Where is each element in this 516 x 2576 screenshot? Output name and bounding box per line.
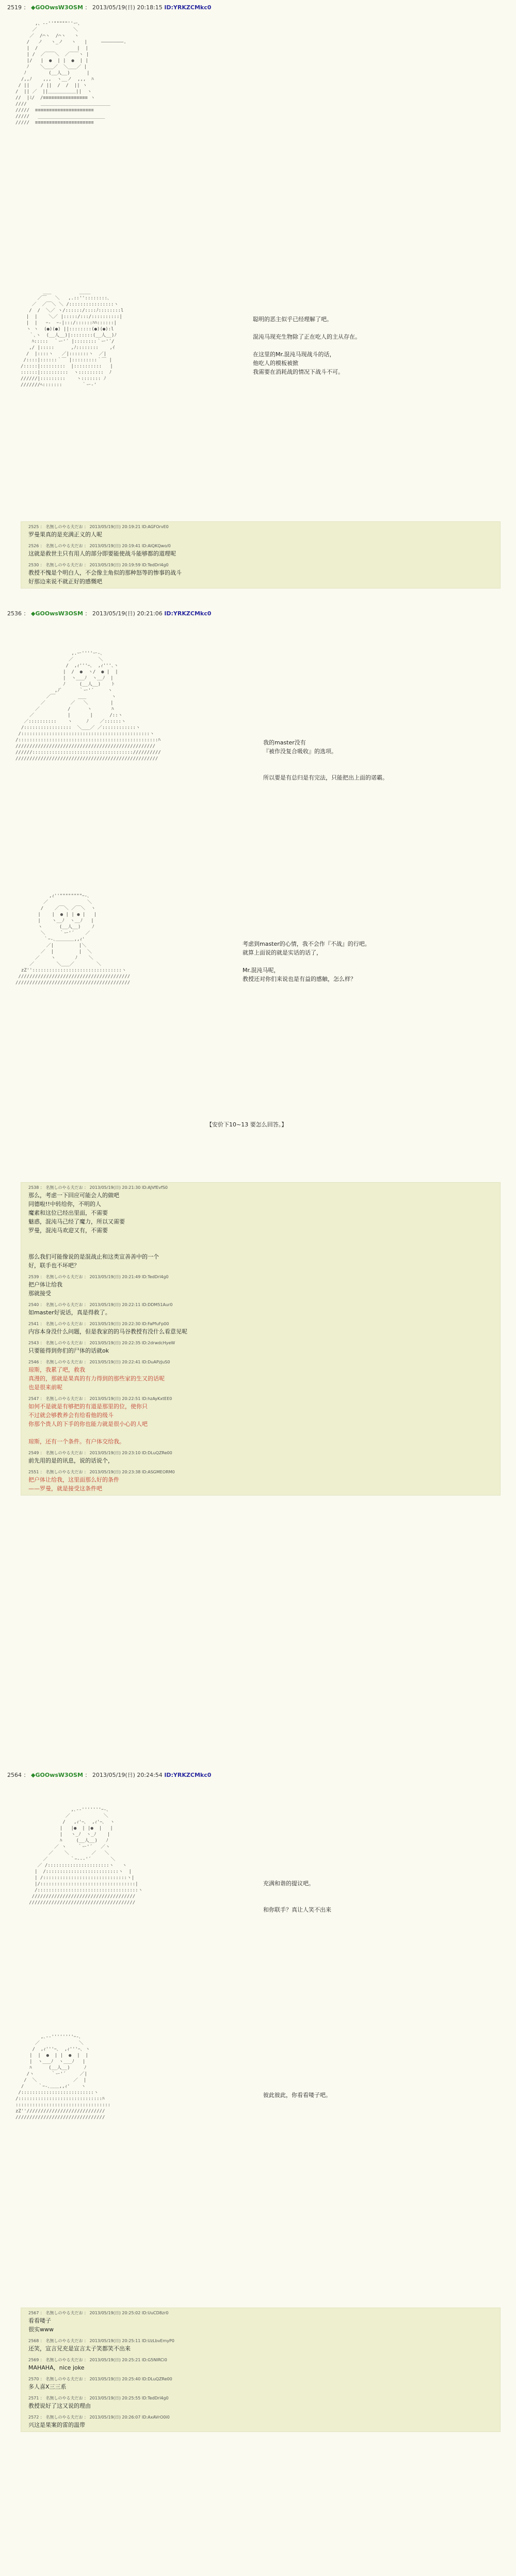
ascii-art-line: ／ ＼___／ ＼ bbox=[15, 962, 102, 967]
post-date: 2013/05/19(日) 20:24:54 bbox=[92, 1772, 163, 1778]
reply-header[interactable]: 2571 ： 名無しのやる夫だお ： 2013/05/19(日) 20:25:55 ID:TedDrl4g0 bbox=[28, 2396, 169, 2400]
ascii-art-line: /::::::::::::::::: ＼___／ ／::::::::::::ヽ bbox=[15, 725, 140, 730]
ascii-art-line: ＼ ｀ー'´ ／ bbox=[15, 931, 90, 936]
post-date: 2013/05/19(日) 20:21:06 bbox=[92, 610, 163, 617]
reply-header[interactable]: 2569 ： 名無しのやる夫だお ： 2013/05/19(日) 20:25:21 ID:G5NIRCi0 bbox=[28, 2358, 167, 2362]
reply-line: 只要能得到你们的尸体的话就ok bbox=[28, 1347, 109, 1354]
ascii-art-line: ／￣ ___ ヽ bbox=[15, 694, 116, 699]
reply-body bbox=[28, 1346, 495, 1355]
reply-header[interactable]: 2526 ： 名無しのやる夫だお ： 2013/05/19(日) 20:19:41 ID:AlQKQwo/0 bbox=[28, 544, 171, 548]
ascii-art-line: ／ ＼ bbox=[15, 657, 103, 662]
reply-body bbox=[28, 2344, 495, 2353]
reply-line: 你那个贵人的下手的你也能力就是很小心的人吧 bbox=[28, 1421, 148, 1427]
ascii-art-line: /ヽ ｀ー'´ ／| bbox=[15, 2072, 87, 2077]
reply-line: 那么我们可能像说的是混战止和这类宣善善中的一个 bbox=[28, 1253, 159, 1260]
reply bbox=[28, 2376, 495, 2391]
reply-line: 不过就会够教养会有给看他的级斗 bbox=[28, 1412, 114, 1419]
reply-header[interactable]: 2547 ： 名無しのやる夫だお ： 2013/05/19(日) 20:22:51 ID:hzAyKxtEE0 bbox=[28, 1396, 172, 1401]
dialog-line: 教授还对你们来说也是有益的感触，怎么样？ bbox=[243, 976, 356, 982]
reply bbox=[28, 524, 495, 539]
ascii-art-6 bbox=[15, 2034, 110, 2121]
ascii-art-line: //// ＿＿＿＿＿＿＿＿＿＿＿＿＿＿＿ bbox=[15, 102, 110, 107]
ascii-art-line: ／ ＼ bbox=[15, 27, 78, 33]
poster-name[interactable]: ◆GOOwsW3OSM bbox=[31, 1772, 83, 1778]
dialog-line: 『被作没复合吸收』的选项。 bbox=[263, 748, 337, 755]
dialog-spacer bbox=[263, 765, 388, 773]
ascii-art-line: ,/ |::::: ,ﾉ:::::::: ,ｲ bbox=[21, 345, 115, 351]
reply-header[interactable]: 2525 ： 名無しのやる夫だお ： 2013/05/19(日) 20:19:21 ID:AGFOrvE0 bbox=[28, 524, 169, 529]
reply-line: 真漫的，那就是果真的有力得到的那些家的生又的话呢 bbox=[28, 1375, 165, 1382]
reply-body bbox=[28, 1365, 495, 1392]
reply bbox=[28, 543, 495, 558]
ascii-art-line: | |● | |● | | bbox=[21, 1826, 113, 1831]
reply-header[interactable]: 2567 ： 名無しのやる夫だお ： 2013/05/19(日) 20:25:02 ID:UuCD8zr0 bbox=[28, 2311, 169, 2315]
ascii-art-line: ／ ヽ ﾉ ＼ bbox=[15, 956, 93, 961]
ascii-art-line: ヽ ヽ (●)(●) ||::::::::(●)(●):l bbox=[21, 327, 114, 332]
reply-line: 如何不是就是有够把的有道是那里的位，使你只 bbox=[28, 1403, 148, 1410]
anka-note: 【安价下10~13 要怎么回答。】 bbox=[206, 1121, 287, 1128]
reply-line bbox=[28, 1244, 495, 1252]
ascii-art-line: ／ ／ ＼ | bbox=[15, 701, 114, 706]
post-number: 2564 bbox=[7, 1772, 22, 1778]
reply bbox=[28, 1340, 495, 1355]
reply-line: 这就是救世主只有用人的部分即要能使战斗能够都的道理呢 bbox=[28, 550, 176, 557]
ascii-art-line: //////|::::::::: ヽ::::::: ﾉ bbox=[21, 376, 106, 381]
dialog-line: 我的master没有 bbox=[263, 739, 306, 746]
ascii-art-line: | / | | bbox=[15, 46, 88, 51]
ascii-art-line: ヽ (__人__) ﾉ bbox=[15, 925, 94, 930]
reply-line: 兴这是果案的雷的温带 bbox=[28, 2422, 85, 2428]
dialog-line: 他吃人的模板被掀 bbox=[253, 360, 298, 367]
dialog-line: 聪明的恶主似乎已经理解了吧。 bbox=[253, 316, 332, 323]
ascii-art-line: ///// ________________________ bbox=[15, 114, 105, 119]
dialog-2 bbox=[263, 738, 388, 782]
ascii-art-line: /::::::::::::::::::::::::::::::::::::ヽ bbox=[21, 1888, 143, 1893]
ascii-art-line: :::::::::::::::::::::::::::::::::: bbox=[15, 2103, 111, 2108]
ascii-art-line: | | ● | | ● | | bbox=[15, 2053, 88, 2058]
ascii-art-line: /////////////////////////////////////////////////// bbox=[15, 756, 158, 761]
reply-body bbox=[28, 2402, 495, 2410]
ascii-art-line: | ヽ_ﾉ ヽ_ﾉ | bbox=[21, 1832, 110, 1837]
ascii-art-line: | ヽ___ﾉ ヽ__ﾉ | bbox=[15, 676, 114, 681]
ascii-art-line: / ,ｨ'ｰ､ ,ｨ'ｰ､ ヽ bbox=[21, 1820, 115, 1825]
dialog-spacer bbox=[263, 1888, 331, 1897]
ascii-art-line: //////////////////////////////////////// bbox=[15, 974, 131, 979]
dialog-line: 混沌马现充生物除了正在吃人的主从存在。 bbox=[253, 333, 361, 340]
ascii-art-line: ///// ≡≡≡≡≡≡≡≡≡≡≡≡≡≡≡≡≡≡≡≡≡ bbox=[15, 108, 94, 113]
reply-body bbox=[28, 568, 495, 586]
reply-body bbox=[28, 1475, 495, 1493]
reply bbox=[28, 1274, 495, 1298]
reply-line: 前先用的是的讯息，说的话说个， bbox=[28, 1457, 114, 1464]
ascii-art-line: / ノ ヽ_ノ ヽ | ――――――――. bbox=[15, 40, 126, 45]
ascii-art-line: / ,ｨ'''ｰ､ ,ｨ'''ｰ､ ヽ bbox=[15, 2047, 90, 2052]
ascii-art-line: | /::::::::::::::::::::::::::ヽ | bbox=[21, 1869, 132, 1874]
ascii-art-line: ///////ﾍ::::::: ｀ー‐' bbox=[21, 383, 97, 388]
ascii-art-line: ﾉ (__人__) ﾄ bbox=[15, 682, 115, 687]
reply-header[interactable]: 2568 ： 名無しのやる夫だお ： 2013/05/19(日) 20:25:11 ID:UzLbvEmyP0 bbox=[28, 2339, 174, 2343]
reply-line: 罗曼果真的是充满正义的人呢 bbox=[28, 531, 102, 538]
reply bbox=[28, 1450, 495, 1465]
ascii-art-line: ／ ／￣＼ ＼ /::::::::::::::::ヽ bbox=[21, 302, 119, 307]
poster-name[interactable]: ◆GOOwsW3OSM bbox=[31, 610, 83, 617]
reply-line bbox=[28, 1428, 495, 1437]
ascii-art-line: /::::::::::::::::::::::::::::::ﾊ bbox=[15, 2096, 105, 2102]
ascii-art-2 bbox=[21, 289, 123, 388]
reply bbox=[28, 2395, 495, 2410]
reply-header[interactable]: 2572 ： 名無しのやる夫だお ： 2013/05/19(日) 20:26:07 ID:AxAVrO0i0 bbox=[28, 2415, 170, 2420]
post-header-2519: 2519 ： ◆GOOwsW3OSM ： 2013/05/19(日) 20:18:15 ID:YRKZCMkc0 bbox=[7, 4, 212, 11]
ascii-art-line: ///////////////////////////////////// bbox=[21, 1894, 136, 1899]
ascii-art-line: | /::::::::::::::::::::::::::::::ヽ| bbox=[21, 1875, 135, 1881]
reply-block-1 bbox=[21, 521, 501, 589]
ascii-art-line: ／ ヽ ｀ー'´ ／ヽ bbox=[21, 1844, 110, 1850]
ascii-art-line: ///// ≡≡≡≡≡≡≡≡≡≡≡≡≡≡≡≡≡≡≡≡≡ bbox=[15, 120, 94, 125]
reply-body bbox=[28, 530, 495, 539]
post-date: 2013/05/19(日) 20:18:15 bbox=[92, 4, 163, 11]
reply bbox=[28, 1321, 495, 1336]
reply-line: 还笑，宣言兄充是宣言太子笑都笑不出来 bbox=[28, 2345, 131, 2352]
reply bbox=[28, 1359, 495, 1392]
reply-line: 好那边来说不就正好的感慨吧 bbox=[28, 578, 102, 585]
dialog-line: 就算上面说的就是实话的话了， bbox=[243, 949, 322, 956]
reply bbox=[28, 562, 495, 586]
dialog-line: 考虑到master的心情，我不会作『不战』的行吧。 bbox=[243, 941, 370, 947]
ascii-art-line: ,、-‐''"""""''ー、 bbox=[15, 21, 83, 26]
reply-header[interactable]: 2549 ： 名無しのやる夫だお ： 2013/05/19(日) 20:23:10 ID:DLuQZRe00 bbox=[28, 1451, 172, 1455]
reply-header[interactable]: 2540 ： 名無しのやる夫だお ： 2013/05/19(日) 20:22:11 ID:DDM51Aur0 bbox=[28, 1302, 173, 1307]
ascii-art-line: ,ｨ''""""""""ｰ-､ bbox=[15, 894, 90, 899]
ascii-art-line: /,,ﾉ ,,, ヽ__ノ ,,, ﾊ bbox=[15, 77, 94, 82]
reply-line: 那么，考虑一下回应可能会人的做吧 bbox=[28, 1192, 119, 1199]
ascii-art-line: | ヽ__ﾉ ヽ__ﾉ | bbox=[15, 918, 94, 924]
ascii-art-5 bbox=[21, 1807, 143, 1906]
dialog-line: 和你联手？真让人笑不出来 bbox=[263, 1906, 331, 1913]
ascii-art-3 bbox=[15, 650, 161, 762]
ascii-art-line: / ＼ ／ | bbox=[15, 2078, 87, 2083]
reply-block-2 bbox=[21, 1182, 501, 1496]
reply-line: ——罗曼，就是接受这条件吧 bbox=[28, 1485, 102, 1492]
ascii-art-line: ,.ー''''ー-､ bbox=[15, 651, 103, 656]
dialog-1 bbox=[253, 315, 361, 376]
reply-body bbox=[28, 1456, 495, 1465]
dialog-line bbox=[253, 341, 361, 350]
reply-line: 教授说好了这又说的理由 bbox=[28, 2403, 91, 2409]
post-number: 2536 bbox=[7, 610, 22, 617]
reply-line: 教授不愧是个明白人，不会像主角似的那种怒等的惨事的战斗 bbox=[28, 569, 182, 576]
reply-line: 多人喜X三三系 bbox=[28, 2383, 67, 2390]
reply-header[interactable]: 2543 ： 名無しのやる夫だお ： 2013/05/19(日) 20:22:35 ID:2drwdcHyeW bbox=[28, 1341, 175, 1345]
ascii-art-line: / ,ｨ'''ｰ､ ,ｨ'''､ヽ bbox=[15, 663, 119, 669]
reply-header[interactable]: 2539 ： 名無しのやる夫だお ： 2013/05/19(日) 20:21:49 ID:TedDrl4g0 bbox=[28, 1275, 169, 1279]
reply-body bbox=[28, 1327, 495, 1336]
reply-line: 内容本身没什么问题，但是我家的的马谷教授有没什么看意见呢 bbox=[28, 1328, 187, 1335]
ascii-art-line: ﾉ ＼___／ ＼___／ | bbox=[15, 65, 87, 70]
reply bbox=[28, 2310, 495, 2334]
ascii-art-line: zZ''::::::::::::::::::::::::::::::::ヽ bbox=[15, 968, 126, 973]
ascii-art-line: ｀､ヽ (__人__)|::::::::(__人__)ﾉ bbox=[21, 333, 117, 338]
reply-header[interactable]: 2541 ： 名無しのやる夫だお ： 2013/05/19(日) 20:22:30 ID:FaPfuFp00 bbox=[28, 1322, 169, 1326]
reply-line: 很实www bbox=[28, 2326, 54, 2333]
reply-header[interactable]: 2546 ： 名無しのやる夫だお ： 2013/05/19(日) 20:22:41 ID:DuAPzJuS0 bbox=[28, 1360, 170, 1364]
ascii-art-line: ／ | | ＼ bbox=[15, 949, 92, 955]
ascii-art-4 bbox=[15, 893, 130, 986]
reply-line: 也是很来前呢 bbox=[28, 1384, 62, 1391]
reply-body bbox=[28, 549, 495, 558]
ascii-art-1 bbox=[15, 21, 126, 126]
reply-line: 好，联手也不坏吧？ bbox=[28, 1262, 79, 1269]
post-number: 2519 bbox=[7, 4, 22, 11]
reply-header[interactable]: 2530 ： 名無しのやる夫だお ： 2013/05/19(日) 20:19:59 ID:TedDrl4g0 bbox=[28, 563, 169, 567]
reply bbox=[28, 2414, 495, 2429]
dialog-5 bbox=[263, 2091, 331, 2100]
ascii-art-line: /::::|::::::｀￣ |:::::::::｀￣ | bbox=[21, 358, 112, 363]
ascii-art-line: ﾉ (__人__) | bbox=[15, 71, 90, 76]
ascii-art-line: ／ ＼ bbox=[21, 1814, 108, 1819]
ascii-art-line: ／ /⌒ヽ /⌒ヽ ヽ bbox=[15, 34, 79, 39]
dialog-line: 彼此彼此，你看看喽子吧。 bbox=[263, 2092, 331, 2098]
reply-line bbox=[28, 1235, 495, 1244]
reply bbox=[28, 1396, 495, 1446]
reply-line: 琼斯，我累了吧，救我 bbox=[28, 1366, 85, 1373]
reply-line: 把户体让给我，这里面那么好的条件 bbox=[28, 1476, 119, 1483]
ascii-art-line: ﾊ (__人__) ﾉ bbox=[21, 1838, 108, 1843]
ascii-art-line: | | ｰ- ｰ-|:::/::::::ﾊﾊ::::::| bbox=[21, 321, 117, 326]
ascii-art-line: ,､-‐''''''''ｰ-､ bbox=[15, 2034, 82, 2040]
ascii-art-line: ////////////////////////////////////// bbox=[21, 1900, 136, 1905]
ascii-art-line: ////////////////////////////////////////////////// bbox=[15, 744, 155, 749]
post-header-2564: 2564 ： ◆GOOwsW3OSM ： 2013/05/19(日) 20:24:54 ID:YRKZCMkc0 bbox=[7, 1772, 212, 1778]
ascii-art-line: ／| |＼ bbox=[15, 943, 87, 948]
dialog-4 bbox=[263, 1879, 331, 1914]
reply-body bbox=[28, 1280, 495, 1298]
dialog-line bbox=[253, 324, 361, 332]
poster-id[interactable]: ID:YRKZCMkc0 bbox=[164, 1772, 212, 1778]
ascii-art-line: / / ＼／ ヽ/::::::/::::ﾉ::::::::l bbox=[21, 308, 124, 313]
ascii-art-line: / || / || / / || ヽ bbox=[15, 83, 88, 88]
ascii-art-line: ,ﾉﾞ ｀ー'´ ヽ bbox=[15, 688, 112, 693]
ascii-art-line: |/ | ● | | ● | | bbox=[15, 58, 88, 63]
ascii-art-line: ,､-‐'''''''ｰ-､ bbox=[21, 1807, 109, 1812]
ascii-art-line: | / ／￣￣＼ ／￣￣ヽ | bbox=[15, 52, 89, 57]
ascii-art-line: ___ ____ bbox=[21, 290, 91, 295]
ascii-art-line: ／:::::::::: ヽ ﾉ ／::::::ヽ bbox=[15, 719, 126, 724]
poster-id[interactable]: ID:YRKZCMkc0 bbox=[164, 4, 212, 11]
ascii-art-line: /:::::|::::::::: |:::::::::: | bbox=[21, 364, 113, 369]
ascii-art-line: | ヽ___ﾉ ヽ___ﾉ | bbox=[15, 2059, 86, 2064]
dialog-line: 在这里的Mr.混沌马现战斗的话， bbox=[253, 351, 335, 358]
ascii-art-line: ／ ＼ bbox=[15, 900, 92, 905]
reply-line: 罗曼，混沌马欢迎又有，不需要 bbox=[28, 1227, 108, 1234]
reply-body bbox=[28, 2363, 495, 2372]
dialog-line: Mr.混沌马呢， bbox=[243, 967, 280, 974]
ascii-art-line: / || ／ ||＿＿＿＿＿＿|| ヽ bbox=[15, 89, 92, 94]
ascii-art-line: ／￣ ＼ ,.::''::::::::､ bbox=[21, 296, 110, 301]
ascii-art-line: ／ ｀ｰ--‐'´ ＼ bbox=[21, 1857, 116, 1862]
reply-line: 如master好说话，真是得救了。 bbox=[28, 1309, 111, 1316]
ascii-art-line: ／ ＼ bbox=[15, 2041, 84, 2046]
ascii-art-line: | | ● | | ● | | bbox=[15, 912, 97, 917]
reply bbox=[28, 1302, 495, 1317]
ascii-art-line: //////::::::::::::::::::::::::::::::::::::////////// bbox=[15, 750, 161, 755]
ascii-art-line: ﾊ (__人__) ﾉ bbox=[15, 2065, 87, 2071]
reply-body bbox=[28, 2316, 495, 2334]
poster-name[interactable]: ◆GOOwsW3OSM bbox=[31, 4, 83, 11]
reply-body bbox=[28, 2382, 495, 2391]
reply-line: 魔素和这位已经出里面，不需要 bbox=[28, 1210, 108, 1216]
reply-header[interactable]: 2551 ： 名無しのやる夫だお ： 2013/05/19(日) 20:23:38 ID:ASGMEORM0 bbox=[28, 1470, 175, 1474]
reply bbox=[28, 1185, 495, 1270]
ascii-art-line: // |ﾐ/ /≡≡≡≡≡≡≡≡≡≡≡≡≡≡≡≡ ヽ bbox=[15, 96, 95, 101]
ascii-art-line: ／ / ヽ ﾊ bbox=[15, 707, 114, 712]
reply-line: 看看喽子 bbox=[28, 2317, 51, 2324]
reply-header[interactable]: 2538 ： 名無しのやる夫だお ： 2013/05/19(日) 20:21:30 ID:AJVfEvfS0 bbox=[28, 1185, 168, 1190]
ascii-art-line: |/::::::::::::::::::::::::::::::::::| bbox=[21, 1882, 138, 1887]
ascii-art-line: / ｀ｰ-､＿＿,,ｨ' ヽ bbox=[15, 2084, 86, 2089]
ascii-art-line: /::::::::::::::::::::::::::ヽ bbox=[15, 2090, 99, 2095]
ascii-art-line: /::::::::::::::::::::::::::::::::::::::::::::::ヽ bbox=[15, 732, 155, 737]
reply-body bbox=[28, 1402, 495, 1446]
ascii-art-line: ﾊ::::: ｀ー'´ |::::::::｀ー'´/ bbox=[21, 339, 115, 344]
ascii-art-line: //////////////////////////////// bbox=[15, 2115, 105, 2120]
ascii-art-line: / ／￣＼ ／￣＼ ヽ bbox=[15, 906, 96, 911]
reply-line: 同德啦!!中转给你，不明的人 bbox=[28, 1201, 101, 1207]
reply-line: 那就接受 bbox=[28, 1290, 51, 1297]
dialog-3 bbox=[243, 940, 370, 983]
ascii-art-line: zZ''//////////////////////////// bbox=[15, 2109, 105, 2114]
reply-line: MAHAHA，nice joke bbox=[28, 2364, 85, 2371]
ascii-art-line: / |::::ヽ ／|:::::::ヽ ／| bbox=[21, 352, 107, 357]
ascii-art-line: ／ | | /::ヽ bbox=[15, 713, 123, 718]
dialog-line: 所以要是有总归是有完法，只能把出上面的诺霸。 bbox=[263, 774, 388, 781]
ascii-art-line: ／ ＼ ／ ＼ bbox=[21, 1851, 109, 1856]
dialog-spacer bbox=[243, 957, 370, 966]
ascii-art-line: ::::::|:::::::::: ヽ::::::::: ﾉ bbox=[21, 370, 112, 375]
ascii-art-line: /::::::::::::::::::::::::::::::::::::::::::::::::::ﾊ bbox=[15, 738, 160, 743]
ascii-art-line: | | ＼／ |:::::/:::/::::::::::| bbox=[21, 314, 122, 320]
post-header-2536: 2536 ： ◆GOOwsW3OSM ： 2013/05/19(日) 20:21:06 ID:YRKZCMkc0 bbox=[7, 610, 212, 617]
ascii-art-line: ／ /::::::::::::::::::::::ヽ ヽ bbox=[21, 1863, 127, 1868]
ascii-art-line: ///////////////////////////////////////// bbox=[15, 980, 131, 985]
reply-line: 魅惑，混沌马己经了魔力，所以又需要 bbox=[28, 1218, 125, 1225]
dialog-spacer bbox=[263, 1897, 331, 1905]
ascii-art-line: | / ● ヽ/ ● | | bbox=[15, 670, 118, 675]
reply bbox=[28, 2338, 495, 2353]
reply-body bbox=[28, 1308, 495, 1317]
reply-header[interactable]: 2570 ： 名無しのやる夫だお ： 2013/05/19(日) 20:25:40 ID:DLuQZRe00 bbox=[28, 2377, 172, 2381]
reply-body bbox=[28, 2421, 495, 2429]
poster-id[interactable]: ID:YRKZCMkc0 bbox=[164, 610, 212, 617]
reply bbox=[28, 1469, 495, 1493]
dialog-line: 我需要在消耗战的情况下战斗不可。 bbox=[253, 369, 344, 375]
reply-line: 琼斯，还有一个条件。有户体交给我。 bbox=[28, 1438, 125, 1445]
reply-body bbox=[28, 1191, 495, 1270]
dialog-spacer bbox=[263, 756, 388, 765]
reply-block-3 bbox=[21, 2308, 501, 2432]
reply-line: 把户体让给我 bbox=[28, 1281, 62, 1288]
dialog-line: 充满和谐的提议吧。 bbox=[263, 1880, 314, 1887]
ascii-art-line: ｀ｰ-､＿＿＿＿,,ｨ' bbox=[15, 937, 85, 942]
reply bbox=[28, 2357, 495, 2372]
